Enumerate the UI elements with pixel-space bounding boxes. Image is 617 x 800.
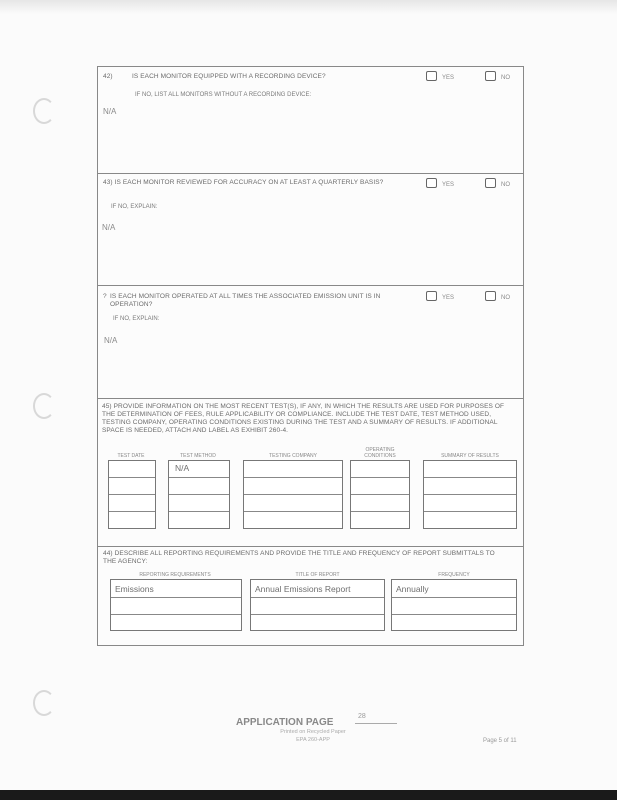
q42-sub: IF NO, LIST ALL MONITORS WITHOUT A RECORDING DEVICE: [135,92,312,98]
footer-page-underline [355,723,397,724]
q43-question: 43) IS EACH MONITOR REVIEWED FOR ACCURACY ON AT LEAST A QUARTERLY BASIS? [103,179,384,186]
reporting-question: 44) DESCRIBE ALL REPORTING REQUIREMENTS AND PROVIDE THE TITLE AND FREQUENCY OF REPORT SUBMITTALS TO THE AGENCY: [103,550,495,565]
test-date-column[interactable] [108,460,156,529]
row-line [424,477,516,478]
row-line [251,597,384,598]
q45-question: 45) PROVIDE INFORMATION ON THE MOST RECENT TEST(S), IF ANY, IN WHICH THE RESULTS ARE USED FOR PURPOSES OF THE DETERMINATION OF FEES, RULE APPLICABILITY OR COMPLIANCE. INCLUDE THE TEST DATE, TEST METHOD USED, TESTING COMPANY, OPERATING CONDITIONS EXISTING DURING THE TEST AND A SUMMARY OF RESULTS. IF ADDITIONAL SPACE IS NEEDED, ATTACH AND LABEL AS EXHIBIT 260-4. [102,403,505,434]
row-line [351,477,409,478]
row-line [109,494,155,495]
row-line [244,494,342,495]
row-line [351,494,409,495]
scan-bottom-edge [0,790,617,800]
col-header-title-of-report: TITLE OF REPORT [295,572,340,578]
q44-answer[interactable]: N/A [104,336,118,345]
form-container [97,66,524,646]
section-reporting [98,547,523,647]
col-header-test-method: TEST METHOD [180,453,216,459]
testing-company-column[interactable] [243,460,343,529]
q42-no-label: NO [501,75,510,81]
reporting-requirements-column[interactable] [110,579,242,631]
q43-no-label: NO [501,182,510,188]
q43-no-checkbox[interactable] [485,178,496,188]
col-header-reporting-requirements: REPORTING REQUIREMENTS [139,572,211,578]
operating-conditions-column[interactable] [350,460,410,529]
footer-page-of: Page 5 of 11 [483,738,517,744]
row-line [169,477,229,478]
q43-sub: IF NO, EXPLAIN: [111,204,158,210]
q43-answer[interactable]: N/A [102,223,116,232]
section-q42 [98,67,523,174]
reporting-requirement-value: Emissions [115,584,154,594]
footer-recycled-note: Printed on Recycled Paper [280,729,346,735]
q42-answer[interactable]: N/A [103,107,117,116]
row-line [244,477,342,478]
row-line [351,511,409,512]
col-header-operating-conditions: OPERATING CONDITIONS [364,447,396,459]
q44-yes-checkbox[interactable] [426,291,437,301]
test-method-value: N/A [175,463,190,473]
punch-hole [33,393,55,419]
col-header-frequency: FREQUENCY [438,572,470,578]
q44-number-fragment: ? [103,293,107,300]
q43-yes-checkbox[interactable] [426,178,437,188]
row-line [424,494,516,495]
footer-page-number: 28 [358,713,366,720]
summary-of-results-column[interactable] [423,460,517,529]
row-line [169,511,229,512]
q44-question: IS EACH MONITOR OPERATED AT ALL TIMES THE ASSOCIATED EMISSION UNIT IS IN OPERATION? [110,293,381,308]
q42-question: IS EACH MONITOR EQUIPPED WITH A RECORDING DEVICE? [132,73,326,80]
row-line [111,597,241,598]
col-header-summary-of-results: SUMMARY OF RESULTS [441,453,499,459]
row-line [392,614,516,615]
row-line [251,614,384,615]
frequency-column[interactable] [391,579,517,631]
q44-no-checkbox[interactable] [485,291,496,301]
title-of-report-column[interactable] [250,579,385,631]
frequency-value: Annually [396,584,429,594]
section-q45 [98,399,523,547]
q42-yes-label: YES [442,75,455,81]
row-line [392,597,516,598]
punch-hole [33,98,55,124]
section-q44 [98,286,523,399]
q42-no-checkbox[interactable] [485,71,496,81]
footer-form-code: EPA 260-APP [296,737,330,743]
row-line [169,494,229,495]
q44-no-label: NO [501,295,510,301]
punch-hole [33,690,55,716]
row-line [111,614,241,615]
footer-title: APPLICATION PAGE [236,717,334,728]
q42-number: 42) [103,73,113,80]
q44-yes-label: YES [442,295,455,301]
col-header-test-date: TEST DATE [117,453,145,459]
row-line [244,511,342,512]
section-q43 [98,174,523,286]
row-line [109,477,155,478]
q43-yes-label: YES [442,182,455,188]
row-line [109,511,155,512]
row-line [424,511,516,512]
scan-top-shadow [0,0,617,14]
col-header-testing-company: TESTING COMPANY [269,453,317,459]
test-method-column[interactable] [168,460,230,529]
title-of-report-value: Annual Emissions Report [255,584,351,594]
q42-yes-checkbox[interactable] [426,71,437,81]
q44-sub: IF NO, EXPLAIN: [113,316,160,322]
